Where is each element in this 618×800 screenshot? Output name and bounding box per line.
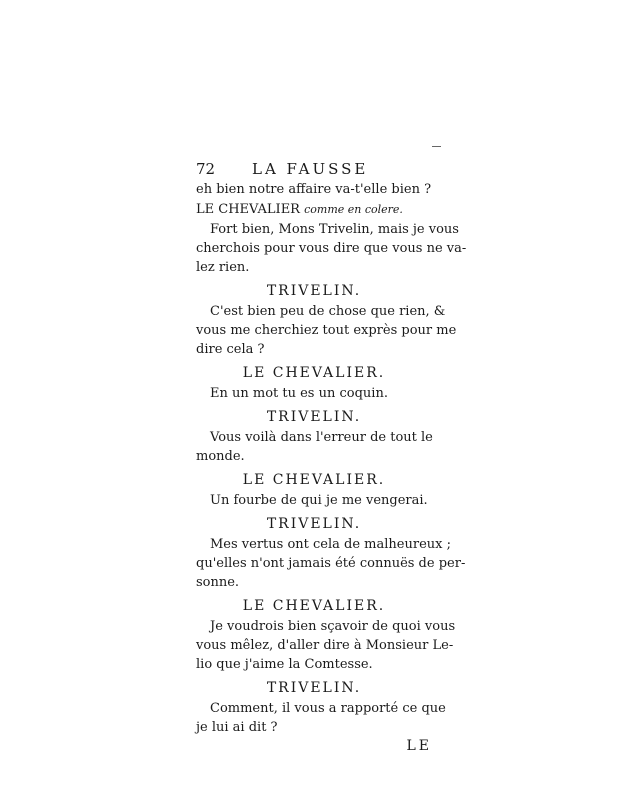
text-line: vous mêlez, d'aller dire à Monsieur Le- (196, 638, 454, 653)
text-line: Vous voilà dans l'erreur de tout le (210, 430, 433, 445)
margin-mark (432, 146, 441, 147)
page-text-block (196, 158, 467, 756)
speaker-name: TRIVELIN. (266, 409, 362, 425)
text-line: C'est bien peu de chose que rien, & (210, 304, 446, 319)
speaker-line (196, 199, 432, 220)
speaker-name: LE CHEVALIER. (242, 365, 386, 381)
text-line: sonne. (196, 575, 240, 590)
text-line: je lui ai dit ? (196, 720, 278, 735)
page-number: 72 (196, 160, 216, 178)
speaker-name: LE CHEVALIER. (242, 472, 386, 488)
text-line: Un fourbe de qui je me vengerai. (210, 493, 428, 508)
text-line: lio que j'aime la Comtesse. (196, 657, 373, 672)
speaker-name: TRIVELIN. (266, 680, 362, 696)
speaker-name: LE CHEVALIER (196, 202, 300, 217)
catchword: LE (406, 738, 432, 754)
stage-direction: comme en colere. (304, 203, 403, 216)
text-line: dire cela ? (196, 342, 265, 357)
text-lines (196, 180, 467, 737)
text-line: Je voudrois bien sçavoir de quoi vous (210, 619, 456, 634)
text-line: lez rien. (196, 260, 250, 275)
page-header (196, 158, 432, 180)
text-line: monde. (196, 449, 245, 464)
text-line: Mes vertus ont cela de malheureux ; (210, 537, 451, 552)
speaker-name: TRIVELIN. (266, 516, 362, 532)
speaker-name: TRIVELIN. (266, 283, 362, 299)
text-line: Comment, il vous a rapporté ce que (210, 701, 446, 716)
text-line: Fort bien, Mons Trivelin, mais je vous (210, 222, 459, 237)
running-head: LA FAUSSE (252, 160, 369, 178)
text-line: vous me cherchiez tout exprès pour me (196, 323, 457, 338)
text-line: qu'elles n'ont jamais été connuës de per- (196, 556, 466, 571)
speaker-name: LE CHEVALIER. (242, 598, 386, 614)
text-line: cherchois pour vous dire que vous ne va- (196, 241, 467, 256)
text-line: eh bien notre affaire va-t'elle bien ? (196, 182, 432, 197)
text-line: En un mot tu es un coquin. (210, 386, 388, 401)
